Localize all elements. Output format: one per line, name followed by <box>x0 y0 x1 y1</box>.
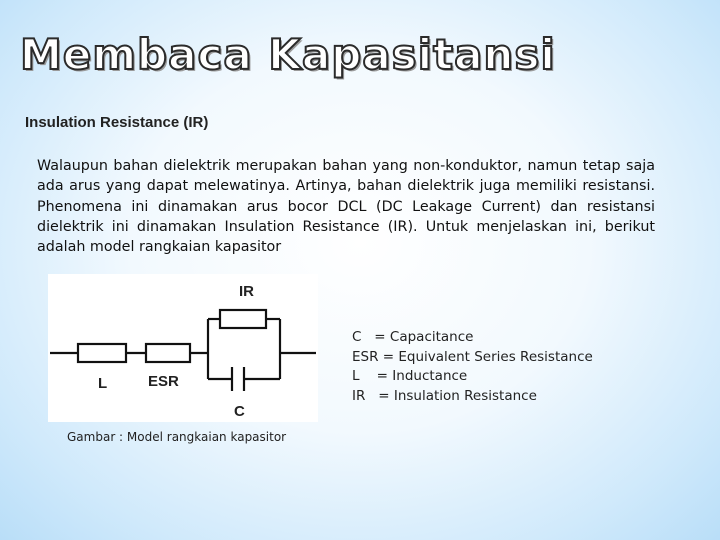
legend-item-l: L = Inductance <box>352 368 468 384</box>
slide-title: Membaca Kapasitansi <box>20 30 556 79</box>
ir-resistor-symbol <box>220 310 266 328</box>
section-subtitle: Insulation Resistance (IR) <box>25 114 209 131</box>
legend-list <box>352 328 593 406</box>
inductor-symbol <box>78 344 126 362</box>
legend-item-c: C = Capacitance <box>352 329 474 345</box>
label-ir: IR <box>239 283 254 300</box>
label-c: C <box>234 403 245 420</box>
legend-item-ir: IR = Insulation Resistance <box>352 387 537 404</box>
legend-item-esr: ESR = Equivalent Series Resistance <box>352 348 593 365</box>
label-l: L <box>98 375 108 392</box>
esr-resistor-symbol <box>146 344 190 362</box>
circuit-diagram <box>48 274 318 422</box>
body-paragraph: Walaupun bahan dielektrik merupakan bahan yang non-konduktor, namun tetap saja ada arus yang dapat melewatinya. Artinya, bahan dielektrik juga memiliki resistansi. Phenomena ini dinamakan arus bocor DCL (DC Leakage Current) dan resistansi dielektrik ini dinamakan Insulation Resistance (IR). Untuk menjelaskan ini, berikut adalah model rangkaian kapasitor <box>37 158 655 256</box>
figure-caption: Gambar : Model rangkaian kapasitor <box>67 430 287 444</box>
circuit-svg <box>48 274 318 422</box>
label-esr: ESR <box>148 373 179 390</box>
